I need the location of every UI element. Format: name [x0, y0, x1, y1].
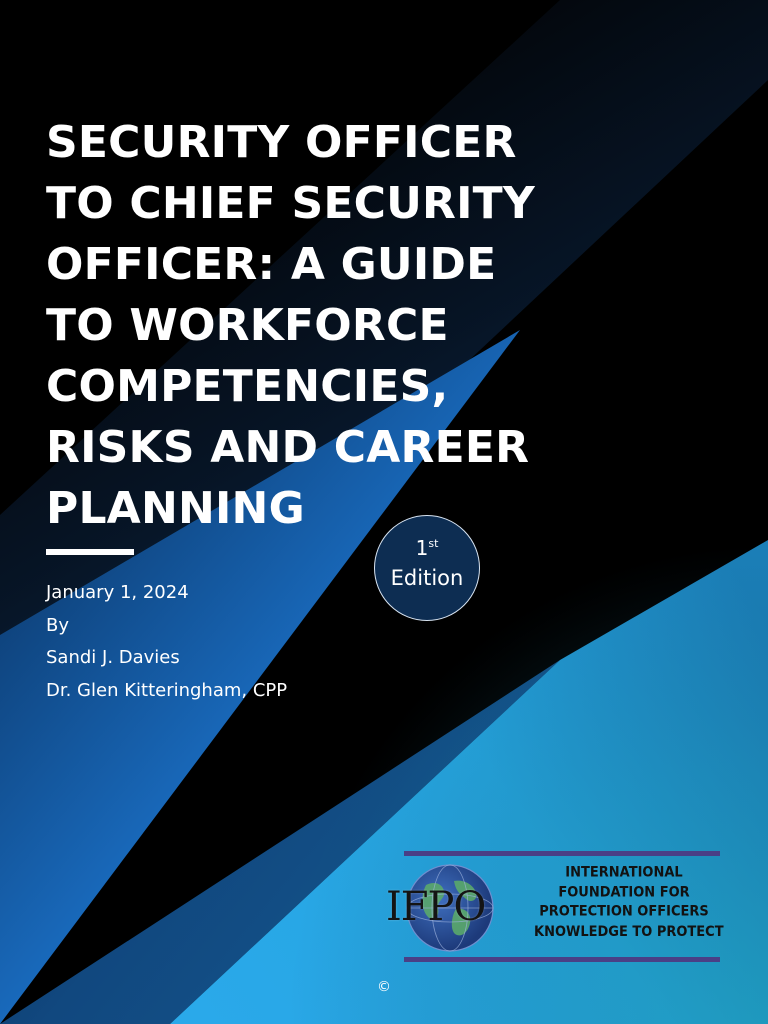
logo-organization-name [534, 863, 724, 941]
author-name: Dr. Glen Kitteringham, CPP [46, 679, 288, 701]
title-line: PLANNING [46, 483, 305, 534]
title-line: TO WORKFORCE [46, 300, 449, 351]
edition-label: Edition [390, 566, 464, 590]
author-name: Sandi J. Davies [46, 647, 180, 668]
logo-name-line: PROTECTION OFFICERS [539, 903, 709, 921]
logo-name-line: FOUNDATION FOR [558, 883, 690, 901]
logo-top-bar [404, 851, 720, 856]
publication-info [46, 577, 287, 707]
title-divider [46, 549, 134, 555]
edition-number [375, 538, 479, 558]
logo-bottom-bar [404, 957, 720, 962]
book-title [46, 112, 606, 539]
logo-acronym: IFPO [386, 884, 486, 930]
title-line: OFFICER: A GUIDE [46, 239, 497, 290]
copyright-symbol: © [377, 979, 391, 995]
edition-suffix: st [428, 537, 439, 550]
logo-name-line: INTERNATIONAL [565, 864, 683, 881]
publication-date: January 1, 2024 [46, 582, 189, 603]
title-line: TO CHIEF SECURITY [46, 178, 535, 229]
title-line: SECURITY OFFICER [46, 117, 517, 168]
ifpo-logo [384, 851, 724, 965]
title-line: RISKS AND CAREER [46, 422, 530, 473]
edition-badge [374, 515, 480, 621]
title-line: COMPETENCIES, [46, 361, 449, 412]
edition-number-value: 1 [415, 536, 429, 560]
by-label: By [46, 614, 70, 636]
logo-tagline: KNOWLEDGE TO PROTECT [534, 922, 724, 940]
